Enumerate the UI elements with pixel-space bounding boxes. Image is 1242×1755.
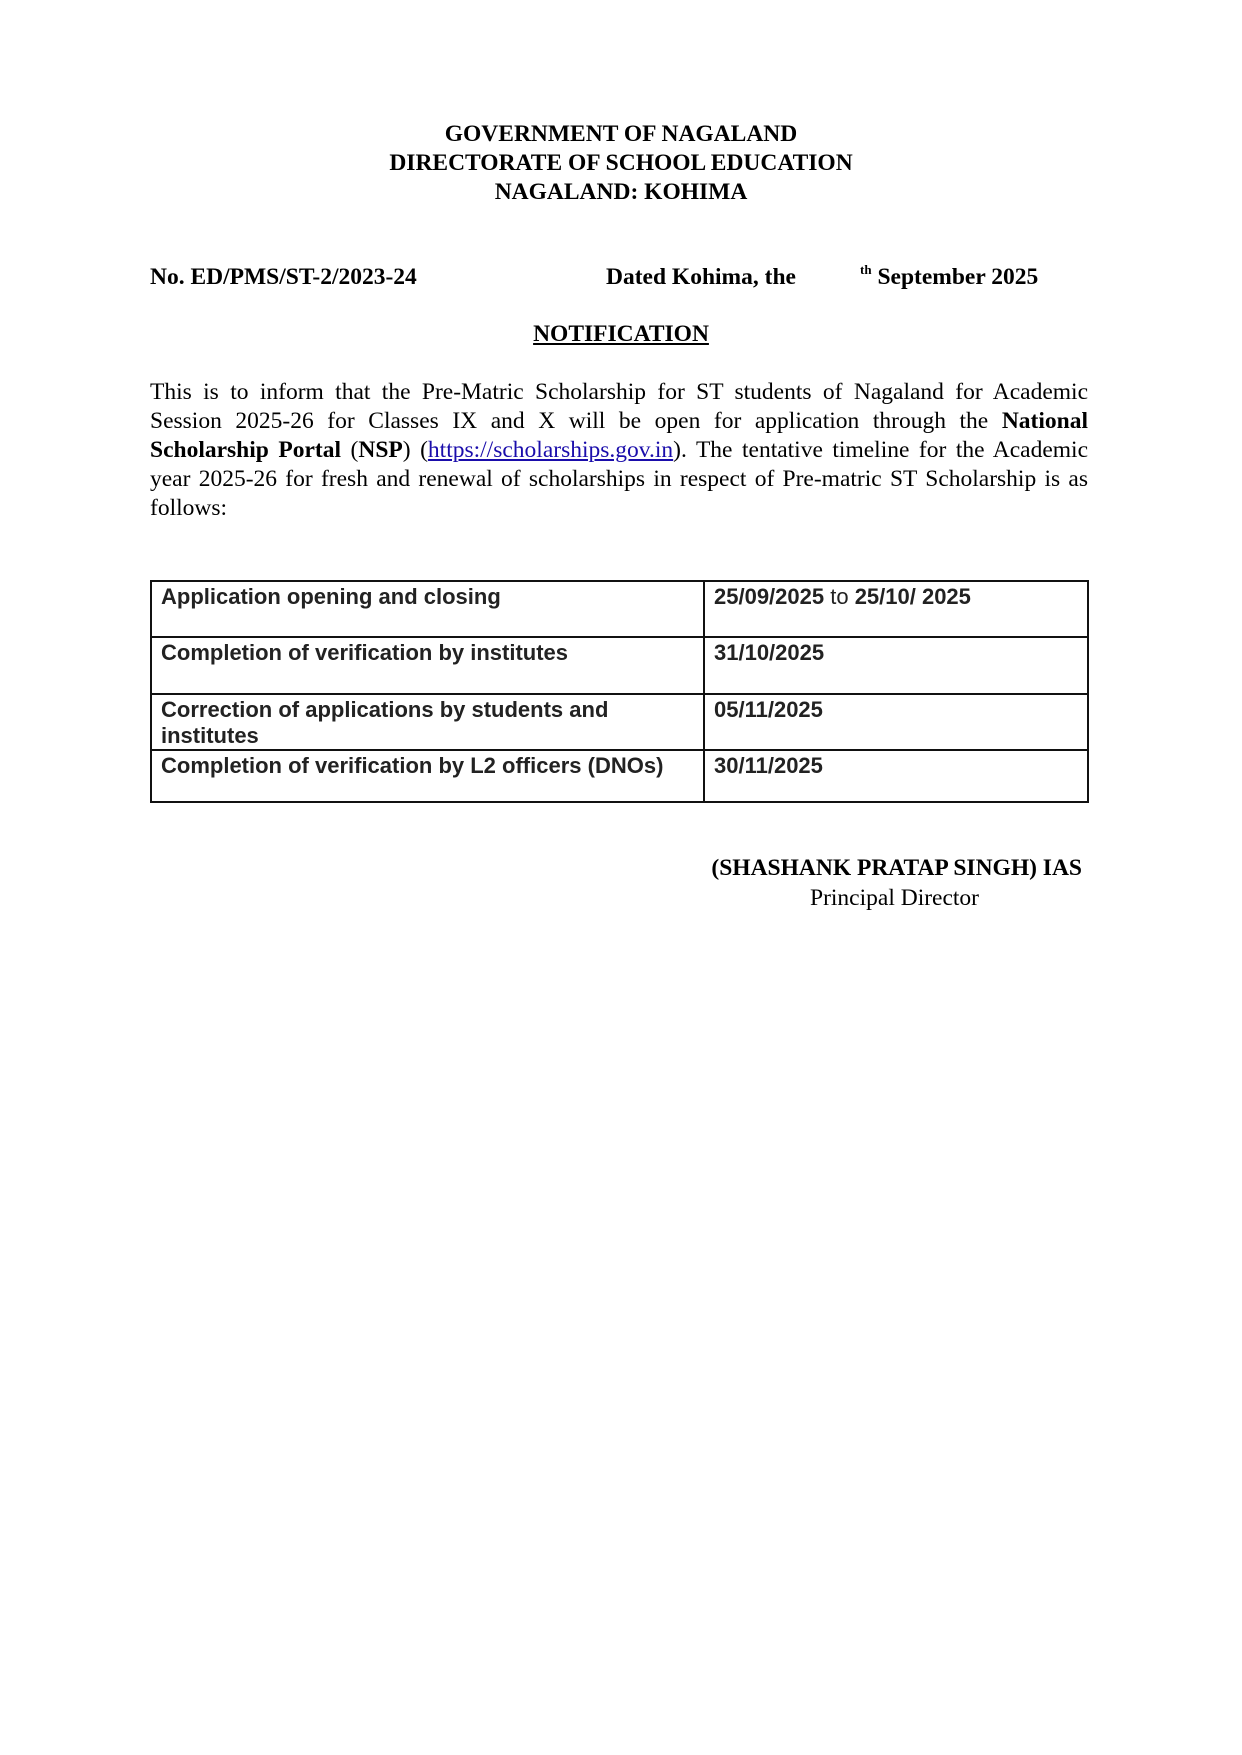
dated-label: Dated Kohima, the	[606, 264, 796, 290]
activity-cell: Application opening and closing	[151, 581, 704, 637]
notification-title-text: NOTIFICATION	[533, 321, 709, 347]
paragraph-text: ) (	[402, 437, 428, 463]
letterhead-directorate: DIRECTORATE OF SCHOOL EDUCATION	[389, 150, 853, 176]
paragraph-text: (	[341, 437, 359, 463]
paragraph-text: This is to inform that the Pre-Matric Scholarship for ST students of Nagaland for Academic Session 2025-26 for Classes IX and X will be open for application through the	[150, 379, 1088, 434]
timeline-table	[150, 580, 1089, 803]
signatory-designation: Principal Director	[810, 885, 980, 911]
signatory-name: (SHASHANK PRATAP SINGH) IAS	[711, 855, 1082, 881]
signature-block	[600, 853, 1082, 913]
notification-title	[0, 321, 1242, 348]
activity-cell: Correction of applications by students and institutes	[151, 694, 704, 750]
letterhead	[0, 120, 1242, 207]
portal-link[interactable]: https://scholarships.gov.in	[427, 437, 674, 463]
date-value	[860, 264, 1038, 291]
table-row	[151, 694, 1088, 750]
date-month-year: September 2025	[877, 264, 1039, 290]
reference-number: No. ED/PMS/ST-2/2023-24	[150, 264, 417, 290]
table-row	[151, 637, 1088, 694]
date-end: 25/10/ 2025	[854, 584, 971, 609]
date-separator: to	[824, 584, 855, 609]
letterhead-government: GOVERNMENT OF NAGALAND	[444, 121, 798, 147]
activity-cell: Completion of verification by L2 officers (DNOs)	[151, 750, 704, 802]
date-cell	[704, 581, 1088, 637]
date-cell: 30/11/2025	[704, 750, 1088, 802]
portal-abbreviation: NSP	[358, 437, 403, 463]
date-cell: 31/10/2025	[704, 637, 1088, 694]
table-row	[151, 581, 1088, 637]
reference-line	[150, 264, 1090, 294]
portal-name: National Scholarship Portal	[150, 408, 1088, 463]
table-row	[151, 750, 1088, 802]
letterhead-location: NAGALAND: KOHIMA	[494, 179, 748, 205]
paragraph-text: ). The tentative timeline for the Academic year 2025-26 for fresh and renewal of scholarships in respect of Pre-matric ST Scholarship is as follows:	[150, 437, 1089, 521]
notification-paragraph	[150, 378, 1088, 523]
date-ordinal: th	[860, 262, 872, 277]
activity-cell: Completion of verification by institutes	[151, 637, 704, 694]
date-cell: 05/11/2025	[704, 694, 1088, 750]
date-start: 25/09/2025	[714, 584, 825, 609]
